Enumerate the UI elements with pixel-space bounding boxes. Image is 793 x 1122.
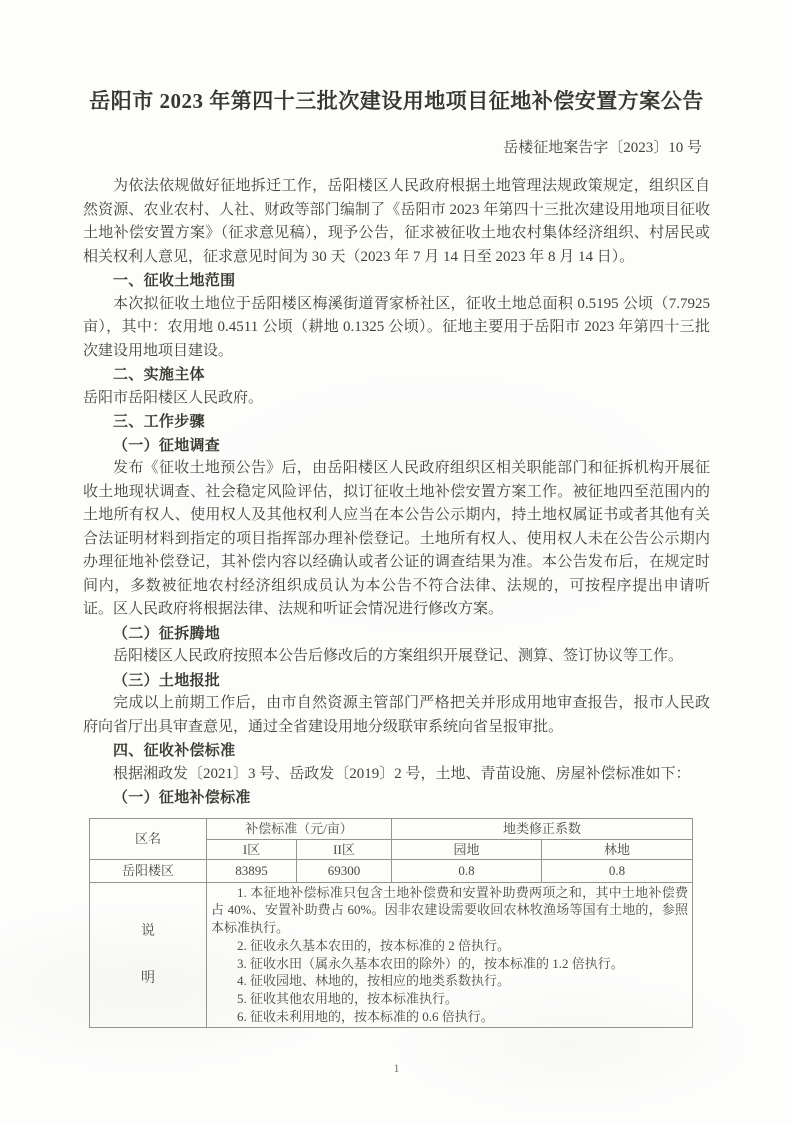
table-note: 6. 征收未利用地的，按本标准的 0.6 倍执行。: [237, 1009, 494, 1025]
subsection-3-2-paragraph: 岳阳楼区人民政府按照本公告后修改后的方案组织开展登记、测算、签订协议等工作。: [113, 648, 684, 664]
table-header-correction-group: 地类修正系数: [392, 818, 693, 839]
notes-label-bottom: 明: [141, 970, 155, 986]
table-note: 1. 本征地补偿标准只包含土地补偿费和安置补助费两项之和，其中土地补偿费占 40%、安置补助费占 60%。因非农建设需要收回农林牧渔场等国有土地的，参照本标准执行。: [211, 884, 689, 936]
section-heading-1: 一、征收土地范围: [113, 272, 236, 289]
table-cell-forest: 0.8: [542, 859, 693, 882]
table-note: 4. 征收园地、林地的，按相应的地类系数执行。: [237, 973, 511, 989]
table-header-garden: 园地: [392, 839, 542, 859]
table-note: 3. 征收水田（属永久基本农田的除外）的，按本标准的 1.2 倍执行。: [237, 955, 624, 971]
section-4-paragraph: 根据湘政发〔2021〕3 号、岳政发〔2019〕2 号，土地、青苗设施、房屋补偿标准如下：: [113, 765, 691, 782]
table-cell-zone1: 83895: [207, 859, 297, 882]
table-note: 2. 征收永久基本农田的，按本标准的 2 倍执行。: [237, 937, 511, 953]
table-cell-region: 岳阳楼区: [90, 859, 207, 882]
section-1-paragraph: 本次拟征收土地位于岳阳楼区梅溪街道胥家桥社区，征收土地总面积 0.5195 公顷（7.7925 亩），其中：农用地 0.4511 公顷（耕地 0.1325 公顷）。征地主要用于岳阳市 2023 年第四十三批次建设用地项目建设。: [83, 295, 710, 359]
subsection-heading-3-3: （三）土地报批: [113, 671, 221, 689]
table-cell-garden: 0.8: [392, 859, 542, 882]
subsection-heading-3-1: （一）征地调查: [113, 436, 221, 454]
subsection-heading-3-2: （二）征拆腾地: [113, 624, 221, 642]
document-number: 岳楼征地案告字〔2023〕10 号: [503, 140, 702, 156]
table-note: 5. 征收其他农用地的，按本标准执行。: [237, 991, 459, 1007]
table-header-compensation-group: 补偿标准（元/亩）: [207, 818, 392, 839]
table-header-region: 区名: [90, 818, 207, 859]
compensation-table: [89, 818, 693, 1028]
section-2-paragraph: 岳阳市岳阳楼区人民政府。: [83, 389, 264, 406]
table-row: [90, 859, 693, 882]
table-header-zone1: I区: [207, 839, 297, 859]
subsection-3-3-paragraph: 完成以上前期工作后，由市自然资源主管部门严格把关并形成用地审查报告，报市人民政府向省厅出具审查意见，通过全省建设用地分级联审系统向省呈报审批。: [83, 695, 710, 735]
section-heading-3: 三、工作步骤: [113, 413, 205, 430]
subsection-heading-4-1: （一）征地补偿标准: [113, 789, 251, 806]
table-header-forest: 林地: [542, 839, 693, 859]
subsection-3-1-paragraph: 发布《征收土地预公告》后，由岳阳楼区人民政府组织区相关职能部门和征拆机构开展征收土地现状调查、社会稳定风险评估，拟订征收土地补偿安置方案工作。被征地四至范围内的土地所有权人、使用权人及其他权利人应当在本公告公示期内，持土地权属证书或者其他有关合法证明材料到指定的项目指挥部办理补偿登记。土地所有权人、使用权人未在公告公示期内办理征地补偿登记，其补偿内容以经确认或者公证的调查结果为准。本公告发布后，在规定时间内，多数被征地农村经济组织成员认为本公告不符合法律、法规的，可按程序提出申请听证。区人民政府将根据法律、法规和听证会情况进行修改方案。: [83, 460, 710, 617]
notes-label-top: 说: [141, 923, 155, 939]
table-header-zone2: II区: [297, 839, 392, 859]
page-number: 1: [393, 1061, 400, 1075]
table-cell-zone2: 69300: [297, 859, 392, 882]
intro-paragraph: 为依法依规做好征地拆迁工作，岳阳楼区人民政府根据土地管理法规政策规定，组织区自然资源、农业农村、人社、财政等部门编制了《岳阳市 2023 年第四十三批次建设用地项目征收土地补偿安置方案》（征求意见稿），现予公告，征求被征收土地农村集体经济组织、村居民或相关权利人意见，征求意见时间为 30 天（2023 年 7 月 14 日至 2023 年 8 月 14 日）。: [83, 178, 710, 265]
section-heading-4: 四、征收补偿标准: [113, 742, 236, 759]
table-notes-label: [90, 882, 207, 1027]
section-heading-2: 二、实施主体: [113, 366, 205, 383]
document-title: 岳阳市 2023 年第四十三批次建设用地项目征地补偿安置方案公告: [89, 89, 704, 113]
table-notes-cell: [207, 882, 693, 1027]
document-body: [83, 175, 710, 810]
